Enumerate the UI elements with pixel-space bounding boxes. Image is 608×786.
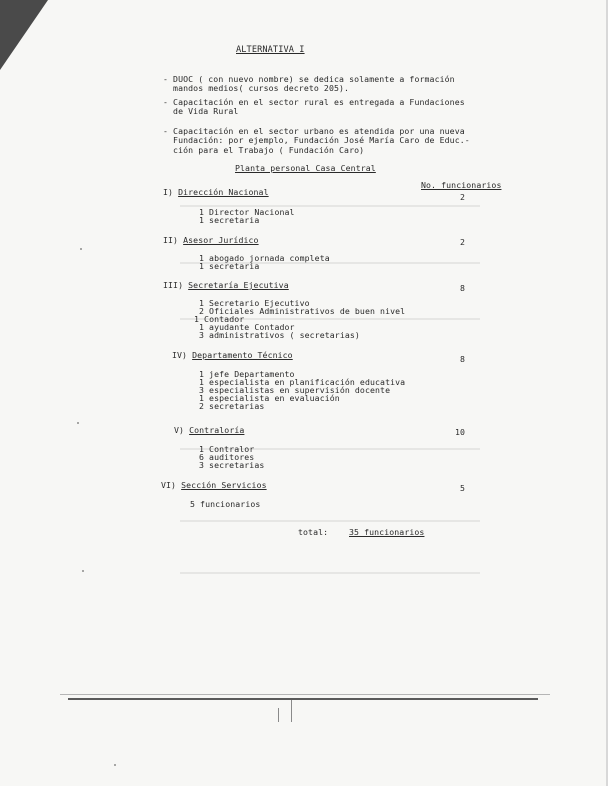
section-heading: I) Dirección Nacional (163, 187, 269, 197)
speck (77, 422, 79, 424)
list-item: 3 secretarias (199, 460, 265, 470)
list-item: 1 Contador (194, 314, 245, 324)
section-heading: III) Secretaría Ejecutiva (163, 280, 289, 290)
list-item: 1 especialista en evaluación (199, 393, 340, 403)
folded-corner (0, 0, 48, 70)
bullet-urbano: - Capacitación en el sector urbano es atendida por una nueva Fundación: por ejemplo, Fundación José María Caro de Educ.- ción para el Trabajo ( Fundación Caro) (163, 126, 470, 155)
list-item: 1 Director Nacional (199, 207, 295, 217)
list-item: 2 Oficiales Administrativos de buen nivel (199, 306, 406, 316)
scan-line (60, 694, 550, 695)
list-item: 1 Contralor (199, 444, 255, 454)
section-count: 10 (455, 427, 466, 437)
speck (80, 248, 82, 250)
list-item: 3 administrativos ( secretarias) (199, 330, 360, 340)
bullet-duoc: - DUOC ( con nuevo nombre) se dedica solamente a formación mandos medios( cursos decreto 205). (163, 74, 455, 94)
speck (82, 570, 84, 572)
section-count: 2 (460, 192, 466, 202)
column-header: No. funcionarios (421, 180, 502, 190)
total-value: 35 funcionarios (349, 527, 425, 537)
section-count: 8 (460, 283, 466, 293)
document-title: ALTERNATIVA I (236, 45, 305, 55)
list-item: 1 secretaria (199, 215, 260, 225)
list-item: 5 funcionarios (190, 499, 261, 509)
total-label: total: (298, 527, 329, 537)
staff-plan-heading: Planta personal Casa Central (235, 163, 376, 173)
section-heading: VI) Sección Servicios (161, 480, 267, 490)
scan-tick (278, 708, 279, 722)
list-item: 6 auditores (199, 452, 255, 462)
scan-line (68, 698, 538, 700)
list-item: 1 secretaria (199, 261, 260, 271)
list-item: 1 especialista en planificación educativa (199, 377, 406, 387)
section-count: 5 (460, 483, 466, 493)
list-item: 2 secretarias (199, 401, 265, 411)
speck (114, 764, 116, 766)
section-heading: II) Asesor Jurídico (163, 235, 259, 245)
list-item: 1 Secretario Ejecutivo (199, 298, 310, 308)
list-item: 1 abogado jornada completa (199, 253, 330, 263)
section-count: 8 (460, 354, 466, 364)
section-count: 2 (460, 237, 466, 247)
bleed-through-line (180, 572, 480, 574)
bullet-rural: - Capacitación en el sector rural es entregada a Fundaciones de Vida Rural (163, 97, 465, 117)
list-item: 1 ayudante Contador (199, 322, 295, 332)
section-heading: V) Contraloría (174, 425, 245, 435)
bleed-through-line (180, 520, 480, 522)
list-item: 1 jefe Departamento (199, 369, 295, 379)
section-heading: IV) Departamento Técnico (172, 350, 293, 360)
list-item: 3 especialistas en supervisión docente (199, 385, 391, 395)
scan-tick (291, 700, 292, 722)
